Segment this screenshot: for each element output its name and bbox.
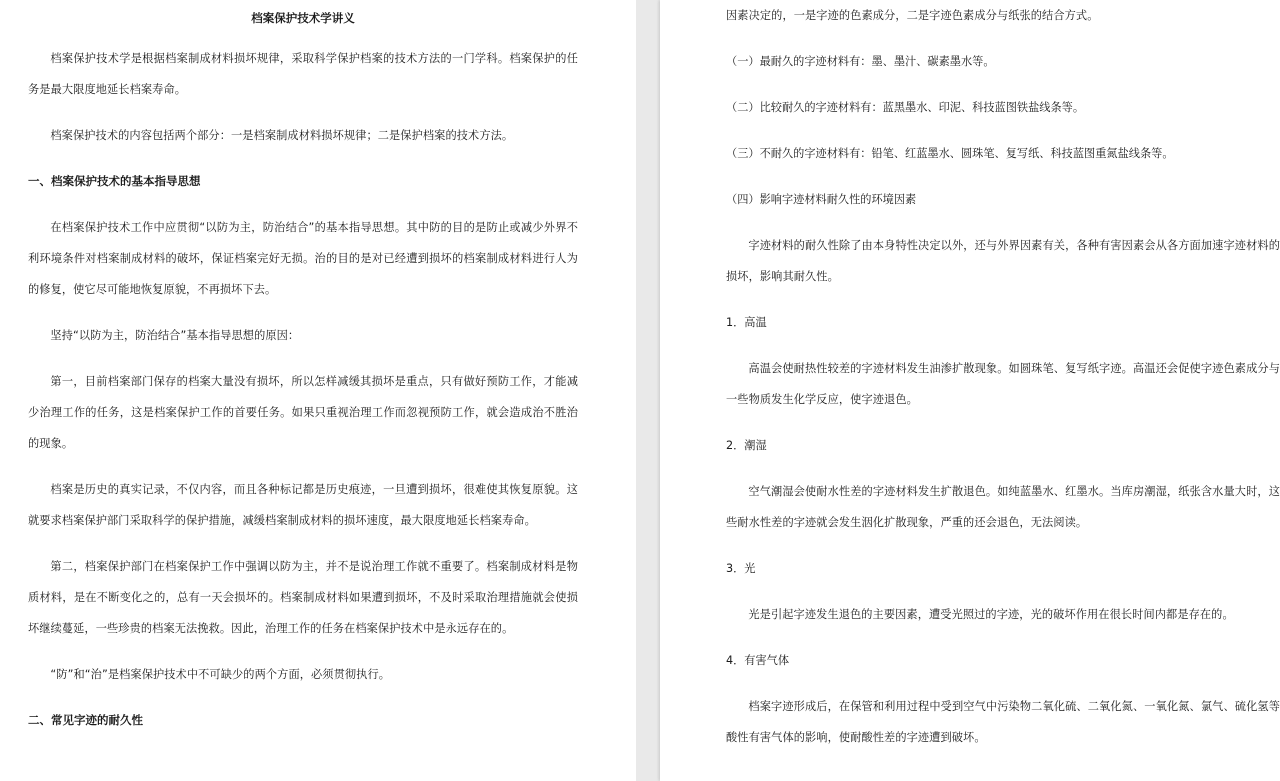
document-title: 档案保护技术学讲义 <box>251 11 355 25</box>
list-item: （二）比较耐久的字迹材料有：蓝黑墨水、印泥、科技蓝图铁盐线条等。 <box>726 101 1085 114</box>
paragraph: 字迹材料的耐久性除了由本身特性决定以外，还与外界因素有关，各种有害因素会从各方面加速字迹材料的损坏，影响其耐久性。 <box>726 239 1280 283</box>
list-item: （一）最耐久的字迹材料有：墨、墨汁、碳素墨水等。 <box>726 55 995 68</box>
paragraph: 档案保护技术的内容包括两个部分：一是档案制成材料损坏规律；二是保护档案的技术方法。 <box>50 129 514 142</box>
paragraph: 光是引起字迹发生退色的主要因素，遭受光照过的字迹，光的破坏作用在很长时间内都是存在的。 <box>748 608 1234 621</box>
paragraph: 第二，档案保护部门在档案保护工作中强调以防为主，并不是说治理工作就不重要了。档案制成材料是物质材料，是在不断变化之的，总有一天会损坏的。档案制成材料如果遭到损坏，不及时采取治理措施就会使损坏继续蔓延，一些珍贵的档案无法挽救。因此，治理工作的任务在档案保护技术中是永远存在的。 <box>28 560 578 635</box>
paragraph: 档案字迹形成后，在保管和利用过程中受到空气中污染物二氧化硫、二氧化氮、一氧化氮、氯气、硫化氢等酸性有害气体的影响，使耐酸性差的字迹遭到破坏。 <box>726 700 1280 744</box>
page-gap <box>636 0 660 781</box>
list-item: （三）不耐久的字迹材料有：铅笔、红蓝墨水、圆珠笔、复写纸、科技蓝图重氮盐线条等。 <box>726 147 1174 160</box>
document-page-left <box>0 0 636 781</box>
paragraph: 在档案保护技术工作中应贯彻“以防为主，防治结合”的基本指导思想。其中防的目的是防止或减少外界不利环境条件对档案制成材料的破坏，保证档案完好无损。治的目的是对已经遭到损坏的档案制成材料进行人为的修复，使它尽可能地恢复原貌，不再损坏下去。 <box>28 221 578 296</box>
section-heading: 一、档案保护技术的基本指导思想 <box>28 174 201 188</box>
subsection-heading: 1．高温 <box>726 316 767 329</box>
paragraph: 第一，目前档案部门保存的档案大量没有损坏，所以怎样减缓其损坏是重点，只有做好预防工作，才能减少治理工作的任务，这是档案保护工作的首要任务。如果只重视治理工作而忽视预防工作，就会造成治不胜治的现象。 <box>28 375 578 450</box>
paragraph: “防”和“治”是档案保护技术中不可缺少的两个方面，必须贯彻执行。 <box>50 668 391 681</box>
document-page-right <box>660 0 1280 781</box>
paragraph: 坚持“以防为主，防治结合”基本指导思想的原因： <box>50 329 300 342</box>
list-item: （四）影响字迹材料耐久性的环境因素 <box>726 193 917 206</box>
section-heading: 二、常见字迹的耐久性 <box>28 713 143 727</box>
subsection-heading: 2．潮湿 <box>726 439 767 452</box>
paragraph: 空气潮湿会使耐水性差的字迹材料发生扩散退色。如纯蓝墨水、红墨水。当库房潮湿，纸张含水量大时，这些耐水性差的字迹就会发生洇化扩散现象，严重的还会退色，无法阅读。 <box>726 485 1280 529</box>
subsection-heading: 3．光 <box>726 562 756 575</box>
subsection-heading: 4．有害气体 <box>726 654 790 667</box>
paragraph: 档案是历史的真实记录，不仅内容，而且各种标记都是历史痕迹，一旦遭到损坏，很难使其恢复原貌。这就要求档案保护部门采取科学的保护措施，减缓档案制成材料的损坏速度，最大限度地延长档案寿命。 <box>28 483 578 527</box>
paragraph: 档案保护技术学是根据档案制成材料损坏规律，采取科学保护档案的技术方法的一门学科。档案保护的任务是最大限度地延长档案寿命。 <box>28 52 578 96</box>
paragraph: 高温会使耐热性较差的字迹材料发生油渗扩散现象。如圆珠笔、复写纸字迹。高温还会促使字迹色素成分与一些物质发生化学反应，使字迹退色。 <box>726 362 1280 406</box>
paragraph-continued: 因素决定的，一是字迹的色素成分，二是字迹色素成分与纸张的结合方式。 <box>726 9 1099 22</box>
